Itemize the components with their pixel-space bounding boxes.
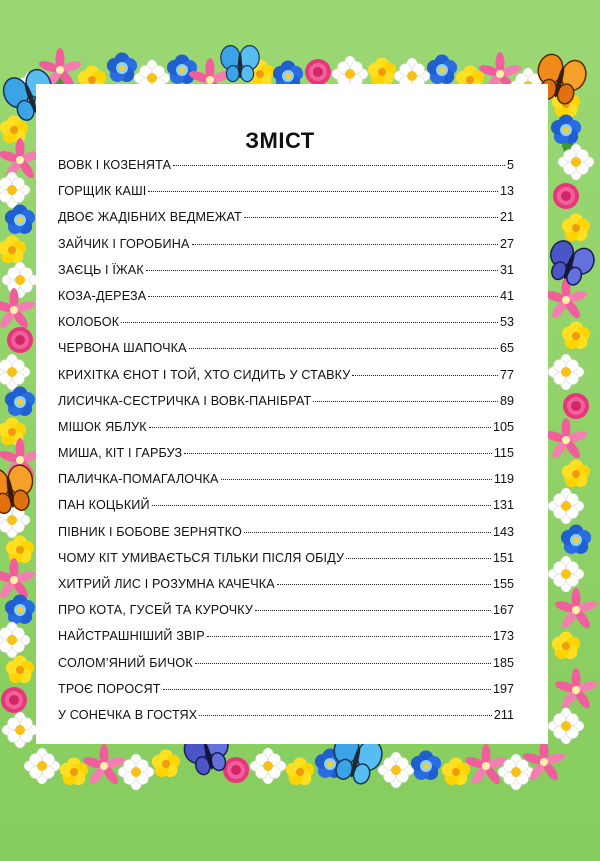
toc-dot-leader: [199, 715, 492, 716]
toc-entry-title: ПІВНИК І БОБОВЕ ЗЕРНЯТКО: [58, 524, 242, 539]
toc-entry-page: 13: [499, 184, 514, 199]
toc-entry-page: 105: [492, 419, 514, 434]
toc-entry-title: КРИХІТКА ЄНОТ І ТОЙ, ХТО СИДИТЬ У СТАВКУ: [58, 367, 351, 382]
toc-entry-title: ПРО КОТА, ГУСЕЙ ТА КУРОЧКУ: [58, 603, 254, 618]
toc-entry-title: СОЛОМ’ЯНИЙ БИЧОК: [58, 655, 193, 670]
toc-dot-leader: [149, 427, 491, 428]
toc-dot-leader: [255, 610, 491, 611]
toc-entry-page: 167: [492, 603, 514, 618]
toc-entry-title: ГОРЩИК КАШІ: [58, 184, 147, 199]
toc-entry-page: 185: [492, 655, 514, 670]
toc-entry-page: 21: [499, 210, 514, 225]
toc-entry-page: 131: [492, 498, 514, 513]
toc-entry-page: 173: [492, 629, 514, 644]
toc-entry: [58, 315, 514, 341]
toc-entry: [58, 603, 514, 629]
toc-dot-leader: [221, 479, 492, 480]
toc-dot-leader: [207, 636, 491, 637]
toc-entry: [58, 289, 514, 315]
page-title: ЗМІСТ: [245, 128, 315, 153]
toc-entry: [58, 472, 514, 498]
toc-entry: [58, 184, 514, 210]
toc-dot-leader: [173, 165, 505, 166]
toc-entry: [58, 629, 514, 655]
toc-entry: [58, 210, 514, 236]
toc-dot-leader: [192, 244, 498, 245]
toc-entry-title: ТРОЄ ПОРОСЯТ: [58, 681, 161, 696]
toc-dot-leader: [352, 375, 498, 376]
toc-dot-leader: [244, 217, 498, 218]
toc-dot-leader: [152, 505, 491, 506]
toc-entry: [58, 577, 514, 603]
toc-dot-leader: [244, 532, 491, 533]
toc-dot-leader: [313, 401, 498, 402]
toc-entry-page: 143: [492, 524, 514, 539]
toc-entry: [58, 708, 514, 734]
toc-entry-title: КОЛОБОК: [58, 315, 120, 330]
toc-entry-page: 27: [499, 236, 514, 251]
toc-entry-page: 53: [499, 315, 514, 330]
toc-entry-title: ЗАЙЧИК І ГОРОБИНА: [58, 236, 190, 251]
toc-entry-page: 151: [492, 550, 514, 565]
toc-dot-leader: [189, 348, 498, 349]
toc-entry-title: МІШОК ЯБЛУК: [58, 419, 147, 434]
toc-entry-title: ЧЕРВОНА ШАПОЧКА: [58, 341, 187, 356]
toc-entry: [58, 682, 514, 708]
toc-entry-page: 119: [493, 472, 514, 487]
toc-dot-leader: [163, 689, 491, 690]
table-of-contents: [58, 158, 514, 734]
toc-entry: [58, 368, 514, 394]
toc-entry-title: ЧОМУ КІТ УМИВАЄТЬСЯ ТІЛЬКИ ПІСЛЯ ОБІДУ: [58, 550, 345, 565]
toc-entry: [58, 158, 514, 184]
toc-dot-leader: [121, 322, 498, 323]
toc-entry-page: 155: [492, 577, 514, 591]
toc-dot-leader: [146, 270, 498, 271]
toc-entry: [58, 498, 514, 524]
toc-entry-page: 5: [506, 158, 514, 172]
toc-entry-page: 77: [499, 367, 514, 382]
toc-dot-leader: [195, 663, 491, 664]
toc-entry-title: ХИТРИЙ ЛИС І РОЗУМНА КАЧЕЧКА: [58, 577, 275, 591]
toc-entry-page: 31: [499, 262, 514, 277]
toc-entry-title: ПАН КОЦЬКИЙ: [58, 498, 150, 513]
toc-entry: [58, 446, 514, 472]
toc-entry-page: 211: [493, 707, 514, 722]
toc-entry: [58, 263, 514, 289]
toc-entry: [58, 656, 514, 682]
toc-entry: [58, 420, 514, 446]
toc-entry-page: 197: [492, 681, 514, 696]
toc-entry-page: 89: [499, 393, 514, 408]
toc-entry-title: НАЙСТРАШНІШИЙ ЗВІР: [58, 629, 205, 644]
toc-dot-leader: [184, 453, 492, 454]
toc-entry-title: ЗАЄЦЬ І ЇЖАК: [58, 262, 144, 277]
toc-entry-page: 115: [493, 446, 514, 461]
toc-entry: [58, 551, 514, 577]
toc-entry-page: 65: [499, 341, 514, 356]
toc-entry-page: 41: [499, 288, 514, 303]
toc-entry-title: ПАЛИЧКА-ПОМАГАЛОЧКА: [58, 472, 219, 487]
toc-entry: [58, 525, 514, 551]
toc-dot-leader: [277, 584, 491, 585]
toc-entry-title: У СОНЕЧКА В ГОСТЯХ: [58, 707, 198, 722]
toc-entry: [58, 394, 514, 420]
toc-entry-title: МИША, КІТ І ГАРБУЗ: [58, 446, 183, 461]
toc-entry: [58, 341, 514, 367]
toc-dot-leader: [148, 296, 498, 297]
toc-dot-leader: [346, 558, 491, 559]
toc-entry-title: ДВОЄ ЖАДІБНИХ ВЕДМЕЖАТ: [58, 210, 242, 225]
toc-entry-title: ЛИСИЧКА-СЕСТРИЧКА І ВОВК-ПАНІБРАТ: [58, 393, 312, 408]
toc-entry-title: КОЗА-ДЕРЕЗА: [58, 288, 147, 303]
toc-entry: [58, 237, 514, 263]
toc-entry-title: ВОВК І КОЗЕНЯТА: [58, 158, 172, 172]
toc-dot-leader: [148, 191, 498, 192]
